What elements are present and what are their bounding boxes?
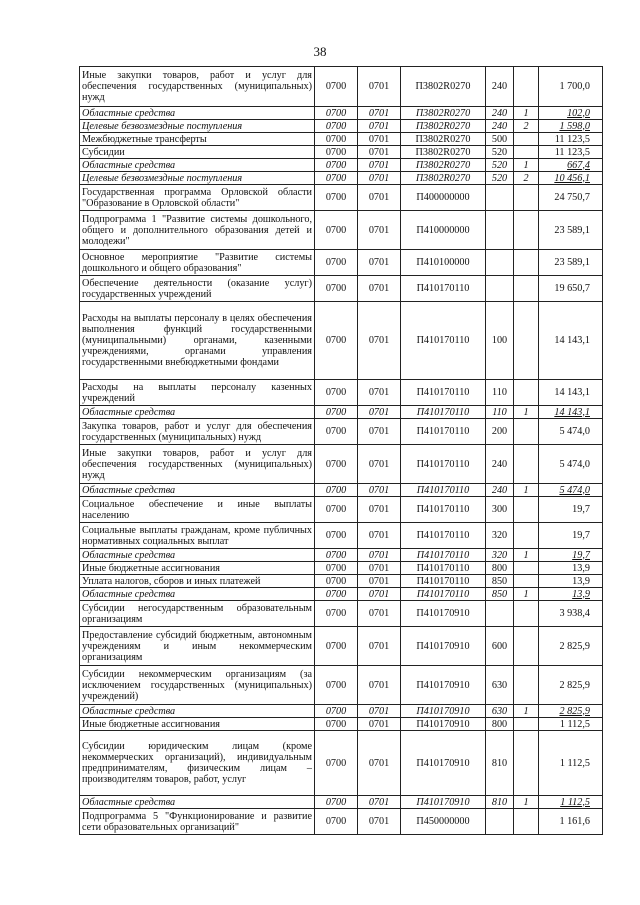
row-funding-source: 1 <box>514 549 539 562</box>
row-amount: 14 143,1 <box>539 406 603 419</box>
budget-table <box>79 66 603 835</box>
row-amount: 1 598,0 <box>539 120 603 133</box>
row-department-code: 0700 <box>315 406 358 419</box>
table-row <box>80 601 603 627</box>
row-department-code: 0700 <box>315 588 358 601</box>
row-expense-type: 110 <box>486 406 514 419</box>
row-target-article: П410100000 <box>401 250 486 276</box>
row-expense-type: 200 <box>486 419 514 445</box>
row-funding-source <box>514 627 539 666</box>
row-target-article: П410170910 <box>401 731 486 796</box>
row-expense-type: 850 <box>486 588 514 601</box>
table-row <box>80 406 603 419</box>
row-name: Субсидии юридическим лицам (кроме некоммерческих организаций), индивидуальным предпринимателям, физическим лицам – производителям товаров, работ, услуг <box>80 731 315 796</box>
row-name: Иные закупки товаров, работ и услуг для обеспечения государственных (муниципальных) нужд <box>80 445 315 484</box>
row-subsection-code: 0701 <box>358 809 401 835</box>
row-name: Государственная программа Орловской области "Образование в Орловской области" <box>80 185 315 211</box>
row-funding-source: 2 <box>514 172 539 185</box>
row-subsection-code: 0701 <box>358 705 401 718</box>
table-row <box>80 731 603 796</box>
row-funding-source: 1 <box>514 406 539 419</box>
table-row <box>80 484 603 497</box>
row-department-code: 0700 <box>315 133 358 146</box>
table-row <box>80 67 603 107</box>
row-amount: 10 456,1 <box>539 172 603 185</box>
table-row <box>80 575 603 588</box>
row-name: Субсидии <box>80 146 315 159</box>
row-expense-type <box>486 211 514 250</box>
table-row <box>80 159 603 172</box>
row-amount: 19,7 <box>539 549 603 562</box>
row-name: Предоставление субсидий бюджетным, автономным учреждениям и иным некоммерческим организациям <box>80 627 315 666</box>
row-funding-source <box>514 497 539 523</box>
table-row <box>80 211 603 250</box>
row-target-article: П410170110 <box>401 523 486 549</box>
row-target-article: П3802R0270 <box>401 107 486 120</box>
row-amount: 11 123,5 <box>539 146 603 159</box>
row-funding-source: 1 <box>514 107 539 120</box>
row-name: Межбюджетные трансферты <box>80 133 315 146</box>
row-amount: 23 589,1 <box>539 250 603 276</box>
table-row <box>80 250 603 276</box>
row-department-code: 0700 <box>315 575 358 588</box>
row-expense-type <box>486 250 514 276</box>
table-row <box>80 120 603 133</box>
row-amount: 3 938,4 <box>539 601 603 627</box>
row-funding-source <box>514 601 539 627</box>
row-funding-source <box>514 419 539 445</box>
row-target-article: П410170110 <box>401 562 486 575</box>
row-subsection-code: 0701 <box>358 575 401 588</box>
row-expense-type: 630 <box>486 666 514 705</box>
row-department-code: 0700 <box>315 523 358 549</box>
row-subsection-code: 0701 <box>358 588 401 601</box>
row-subsection-code: 0701 <box>358 718 401 731</box>
row-expense-type: 800 <box>486 718 514 731</box>
row-target-article: П410170910 <box>401 666 486 705</box>
row-subsection-code: 0701 <box>358 445 401 484</box>
row-target-article: П410170110 <box>401 575 486 588</box>
row-funding-source <box>514 445 539 484</box>
row-funding-source <box>514 276 539 302</box>
row-funding-source: 1 <box>514 159 539 172</box>
table-row <box>80 107 603 120</box>
table-row <box>80 809 603 835</box>
row-department-code: 0700 <box>315 796 358 809</box>
row-funding-source: 1 <box>514 588 539 601</box>
row-target-article: П3802R0270 <box>401 120 486 133</box>
row-amount: 19,7 <box>539 523 603 549</box>
row-target-article: П410170110 <box>401 497 486 523</box>
table-row <box>80 445 603 484</box>
row-department-code: 0700 <box>315 172 358 185</box>
row-department-code: 0700 <box>315 601 358 627</box>
table-row <box>80 627 603 666</box>
row-name: Закупка товаров, работ и услуг для обеспечения государственных (муниципальных) нужд <box>80 419 315 445</box>
row-funding-source <box>514 67 539 107</box>
row-subsection-code: 0701 <box>358 302 401 380</box>
row-funding-source <box>514 250 539 276</box>
row-expense-type: 320 <box>486 549 514 562</box>
row-subsection-code: 0701 <box>358 133 401 146</box>
row-department-code: 0700 <box>315 731 358 796</box>
row-expense-type: 810 <box>486 796 514 809</box>
row-target-article: П410170110 <box>401 302 486 380</box>
row-amount: 102,0 <box>539 107 603 120</box>
row-funding-source <box>514 666 539 705</box>
row-department-code: 0700 <box>315 562 358 575</box>
table-row <box>80 133 603 146</box>
row-target-article: П3802R0270 <box>401 159 486 172</box>
row-amount: 5 474,0 <box>539 484 603 497</box>
row-target-article: П410170110 <box>401 380 486 406</box>
row-department-code: 0700 <box>315 718 358 731</box>
row-subsection-code: 0701 <box>358 523 401 549</box>
row-subsection-code: 0701 <box>358 159 401 172</box>
row-subsection-code: 0701 <box>358 107 401 120</box>
row-target-article: П410170110 <box>401 588 486 601</box>
table-row <box>80 705 603 718</box>
row-subsection-code: 0701 <box>358 731 401 796</box>
row-name: Субсидии негосударственным образовательным организациям <box>80 601 315 627</box>
row-expense-type: 110 <box>486 380 514 406</box>
row-expense-type: 810 <box>486 731 514 796</box>
row-expense-type: 240 <box>486 107 514 120</box>
row-name: Областные средства <box>80 549 315 562</box>
row-funding-source <box>514 146 539 159</box>
row-name: Областные средства <box>80 159 315 172</box>
row-target-article: П410170910 <box>401 627 486 666</box>
row-name: Областные средства <box>80 406 315 419</box>
row-target-article: П410000000 <box>401 211 486 250</box>
row-amount: 19 650,7 <box>539 276 603 302</box>
row-expense-type: 300 <box>486 497 514 523</box>
row-funding-source <box>514 302 539 380</box>
row-expense-type: 500 <box>486 133 514 146</box>
row-amount: 11 123,5 <box>539 133 603 146</box>
row-funding-source: 2 <box>514 120 539 133</box>
row-name: Подпрограмма 1 "Развитие системы дошкольного, общего и дополнительного образования детей и молодежи" <box>80 211 315 250</box>
row-funding-source <box>514 731 539 796</box>
row-amount: 13,9 <box>539 562 603 575</box>
row-amount: 24 750,7 <box>539 185 603 211</box>
row-amount: 13,9 <box>539 575 603 588</box>
table-row <box>80 523 603 549</box>
row-subsection-code: 0701 <box>358 796 401 809</box>
row-amount: 19,7 <box>539 497 603 523</box>
row-name: Социальное обеспечение и иные выплаты населению <box>80 497 315 523</box>
table-row <box>80 562 603 575</box>
row-expense-type <box>486 809 514 835</box>
row-expense-type: 240 <box>486 120 514 133</box>
row-department-code: 0700 <box>315 484 358 497</box>
row-department-code: 0700 <box>315 627 358 666</box>
row-amount: 14 143,1 <box>539 302 603 380</box>
row-expense-type: 240 <box>486 445 514 484</box>
row-amount: 2 825,9 <box>539 666 603 705</box>
row-subsection-code: 0701 <box>358 549 401 562</box>
row-name: Субсидии некоммерческим организациям (за исключением государственных (муниципальных) учреждений) <box>80 666 315 705</box>
row-subsection-code: 0701 <box>358 484 401 497</box>
row-target-article: П410170110 <box>401 406 486 419</box>
row-amount: 5 474,0 <box>539 445 603 484</box>
row-department-code: 0700 <box>315 705 358 718</box>
row-expense-type: 520 <box>486 159 514 172</box>
table-row <box>80 185 603 211</box>
row-funding-source: 1 <box>514 484 539 497</box>
row-name: Целевые безвозмездные поступления <box>80 172 315 185</box>
row-target-article: П410170110 <box>401 484 486 497</box>
row-expense-type: 520 <box>486 146 514 159</box>
row-expense-type: 240 <box>486 484 514 497</box>
row-department-code: 0700 <box>315 211 358 250</box>
row-subsection-code: 0701 <box>358 120 401 133</box>
row-name: Расходы на выплаты персоналу в целях обеспечения выполнения функций государственными (муниципальными) органами, казенными учреждениями, органами управления государственными внебюджетными фондами <box>80 302 315 380</box>
row-subsection-code: 0701 <box>358 497 401 523</box>
row-funding-source: 1 <box>514 796 539 809</box>
row-expense-type <box>486 601 514 627</box>
row-name: Иные бюджетные ассигнования <box>80 562 315 575</box>
row-funding-source <box>514 185 539 211</box>
row-target-article: П410170110 <box>401 549 486 562</box>
row-funding-source <box>514 211 539 250</box>
page-number: 38 <box>313 44 327 59</box>
row-funding-source <box>514 575 539 588</box>
table-row <box>80 276 603 302</box>
row-subsection-code: 0701 <box>358 562 401 575</box>
table-row <box>80 588 603 601</box>
row-name: Основное мероприятие "Развитие системы дошкольного и общего образования" <box>80 250 315 276</box>
table-row <box>80 146 603 159</box>
table-row <box>80 302 603 380</box>
row-name: Социальные выплаты гражданам, кроме публичных нормативных социальных выплат <box>80 523 315 549</box>
row-subsection-code: 0701 <box>358 276 401 302</box>
row-department-code: 0700 <box>315 120 358 133</box>
row-amount: 14 143,1 <box>539 380 603 406</box>
row-amount: 1 112,5 <box>539 796 603 809</box>
row-target-article: П3802R0270 <box>401 133 486 146</box>
row-department-code: 0700 <box>315 380 358 406</box>
row-funding-source <box>514 133 539 146</box>
row-department-code: 0700 <box>315 67 358 107</box>
row-name: Обеспечение деятельности (оказание услуг) государственных учреждений <box>80 276 315 302</box>
row-subsection-code: 0701 <box>358 211 401 250</box>
table-row <box>80 497 603 523</box>
row-expense-type <box>486 185 514 211</box>
row-department-code: 0700 <box>315 107 358 120</box>
row-amount: 1 112,5 <box>539 731 603 796</box>
table-row <box>80 796 603 809</box>
row-funding-source <box>514 718 539 731</box>
row-subsection-code: 0701 <box>358 601 401 627</box>
row-department-code: 0700 <box>315 419 358 445</box>
row-subsection-code: 0701 <box>358 172 401 185</box>
row-amount: 2 825,9 <box>539 627 603 666</box>
row-target-article: П3802R0270 <box>401 172 486 185</box>
row-target-article: П410170110 <box>401 419 486 445</box>
row-subsection-code: 0701 <box>358 67 401 107</box>
row-funding-source: 1 <box>514 705 539 718</box>
row-department-code: 0700 <box>315 549 358 562</box>
table-row <box>80 718 603 731</box>
row-subsection-code: 0701 <box>358 406 401 419</box>
row-expense-type: 850 <box>486 575 514 588</box>
table-body <box>80 67 603 835</box>
row-expense-type: 800 <box>486 562 514 575</box>
row-department-code: 0700 <box>315 497 358 523</box>
row-target-article: П410170110 <box>401 445 486 484</box>
row-department-code: 0700 <box>315 185 358 211</box>
row-subsection-code: 0701 <box>358 185 401 211</box>
row-expense-type: 320 <box>486 523 514 549</box>
row-amount: 1 161,6 <box>539 809 603 835</box>
row-department-code: 0700 <box>315 302 358 380</box>
row-target-article: П400000000 <box>401 185 486 211</box>
row-funding-source <box>514 380 539 406</box>
row-target-article: П450000000 <box>401 809 486 835</box>
row-subsection-code: 0701 <box>358 250 401 276</box>
row-amount: 5 474,0 <box>539 419 603 445</box>
row-department-code: 0700 <box>315 146 358 159</box>
row-subsection-code: 0701 <box>358 419 401 445</box>
row-target-article: П410170910 <box>401 718 486 731</box>
table-row <box>80 549 603 562</box>
row-target-article: П3802R0270 <box>401 146 486 159</box>
row-name: Иные закупки товаров, работ и услуг для обеспечения государственных (муниципальных) нужд <box>80 67 315 107</box>
row-name: Уплата налогов, сборов и иных платежей <box>80 575 315 588</box>
row-name: Подпрограмма 5 "Функционирование и развитие сети образовательных организаций" <box>80 809 315 835</box>
row-amount: 1 700,0 <box>539 67 603 107</box>
row-expense-type: 520 <box>486 172 514 185</box>
row-expense-type: 600 <box>486 627 514 666</box>
table-row <box>80 419 603 445</box>
row-name: Областные средства <box>80 705 315 718</box>
row-funding-source <box>514 809 539 835</box>
row-target-article: П410170110 <box>401 276 486 302</box>
row-name: Иные бюджетные ассигнования <box>80 718 315 731</box>
row-amount: 23 589,1 <box>539 211 603 250</box>
row-amount: 1 112,5 <box>539 718 603 731</box>
row-target-article: П3802R0270 <box>401 67 486 107</box>
row-target-article: П410170910 <box>401 705 486 718</box>
row-name: Областные средства <box>80 107 315 120</box>
row-expense-type: 240 <box>486 67 514 107</box>
row-subsection-code: 0701 <box>358 666 401 705</box>
table-row <box>80 666 603 705</box>
row-subsection-code: 0701 <box>358 146 401 159</box>
row-amount: 667,4 <box>539 159 603 172</box>
row-expense-type: 100 <box>486 302 514 380</box>
table-row <box>80 380 603 406</box>
row-department-code: 0700 <box>315 445 358 484</box>
row-funding-source <box>514 523 539 549</box>
row-subsection-code: 0701 <box>358 380 401 406</box>
row-department-code: 0700 <box>315 276 358 302</box>
row-department-code: 0700 <box>315 250 358 276</box>
row-funding-source <box>514 562 539 575</box>
row-amount: 2 825,9 <box>539 705 603 718</box>
row-subsection-code: 0701 <box>358 627 401 666</box>
row-expense-type: 630 <box>486 705 514 718</box>
row-name: Целевые безвозмездные поступления <box>80 120 315 133</box>
row-department-code: 0700 <box>315 666 358 705</box>
table-row <box>80 172 603 185</box>
row-department-code: 0700 <box>315 809 358 835</box>
row-amount: 13,9 <box>539 588 603 601</box>
row-expense-type <box>486 276 514 302</box>
row-name: Областные средства <box>80 796 315 809</box>
row-name: Областные средства <box>80 484 315 497</box>
row-department-code: 0700 <box>315 159 358 172</box>
row-name: Расходы на выплаты персоналу казенных учреждений <box>80 380 315 406</box>
row-target-article: П410170910 <box>401 796 486 809</box>
row-name: Областные средства <box>80 588 315 601</box>
row-target-article: П410170910 <box>401 601 486 627</box>
